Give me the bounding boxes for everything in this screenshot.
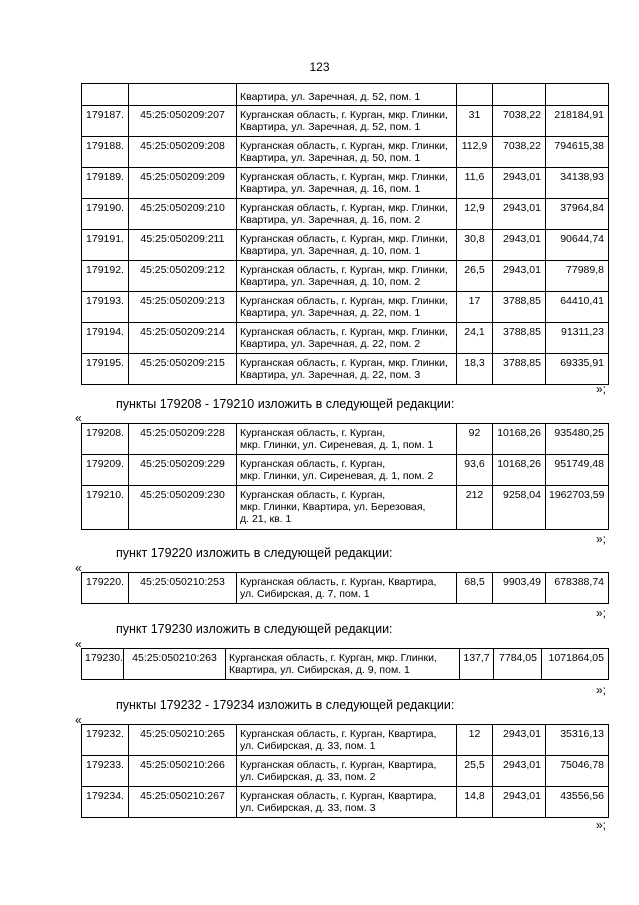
address-line: Курганская область, г. Курган, мкр. Глинки, [240, 109, 448, 121]
table-row [82, 168, 609, 199]
price-cell: 7038,22 [493, 137, 546, 168]
row-number-cell: 179233. [82, 756, 129, 787]
table-row [82, 725, 609, 756]
cadastral-number-cell: 45:25:050209:213 [129, 292, 237, 323]
address-line: Курганская область, г. Курган, мкр. Глинки, [240, 233, 448, 245]
price-cell: 2943,01 [493, 261, 546, 292]
address-cell [237, 756, 457, 787]
paragraph-text: пункт 179220 изложить в следующей редакции: [116, 546, 393, 560]
address-line: Курганская область, г. Курган, мкр. Глинки, [240, 140, 448, 152]
address-line: Квартира, ул. Заречная, д. 10, пом. 1 [240, 245, 421, 257]
row-number-cell: 179194. [82, 323, 129, 354]
address-line: д. 21, кв. 1 [240, 513, 292, 525]
area-cell: 68,5 [457, 573, 493, 604]
closing-quote: »; [596, 382, 607, 396]
property-table-4 [81, 648, 609, 680]
cadastral-number-cell: 45:25:050209:215 [129, 354, 237, 385]
address-cell [237, 137, 457, 168]
address-cell [237, 292, 457, 323]
table-row [82, 354, 609, 385]
price-cell: 10168,26 [493, 424, 546, 455]
address-line: Квартира, ул. Заречная, д. 16, пом. 1 [240, 183, 421, 195]
row-number-cell: 179193. [82, 292, 129, 323]
cadastral-number-cell: 45:25:050210:263 [124, 649, 226, 680]
address-line: Курганская область, г. Курган, Квартира, [240, 790, 437, 802]
total-cell: 1962703,59 [546, 486, 609, 530]
address-line: мкр. Глинки, ул. Сиреневая, д. 1, пом. 1 [240, 439, 434, 451]
address-cell [237, 323, 457, 354]
area-cell: 92 [457, 424, 493, 455]
table-row [82, 261, 609, 292]
address-line: Курганская область, г. Курган, [240, 489, 386, 501]
total-cell: 935480,25 [546, 424, 609, 455]
total-cell: 951749,48 [546, 455, 609, 486]
paragraph-text: пункт 179230 изложить в следующей редакции: [116, 622, 393, 636]
address-line: ул. Сибирская, д. 33, пом. 2 [240, 771, 376, 783]
address-cell [237, 199, 457, 230]
area-cell: 17 [457, 292, 493, 323]
table-row [82, 573, 609, 604]
table-row [82, 323, 609, 354]
price-cell: 7038,22 [493, 106, 546, 137]
address-line: Квартира, ул. Заречная, д. 52, пом. 1 [240, 121, 421, 133]
area-cell: 24,1 [457, 323, 493, 354]
address-line: Курганская область, г. Курган, мкр. Глинки, [240, 202, 448, 214]
area-cell: 26,5 [457, 261, 493, 292]
address-line: Курганская область, г. Курган, мкр. Глинки, [240, 326, 448, 338]
row-number-cell: 179210. [82, 486, 129, 530]
address-line: Курганская область, г. Курган, мкр. Глинки, [240, 357, 448, 369]
total-cell: 35316,13 [546, 725, 609, 756]
address-cell [237, 725, 457, 756]
price-cell: 9903,49 [493, 573, 546, 604]
total-cell: 34138,93 [546, 168, 609, 199]
row-number-cell: 179195. [82, 354, 129, 385]
closing-quote: »; [596, 606, 607, 620]
address-line: Курганская область, г. Курган, Квартира, [240, 576, 437, 588]
total-cell: 90644,74 [546, 230, 609, 261]
area-cell: 212 [457, 486, 493, 530]
property-table-5 [81, 724, 609, 818]
area-cell: 12 [457, 725, 493, 756]
address-cell [237, 230, 457, 261]
total-cell: 37964,84 [546, 199, 609, 230]
table-row [82, 199, 609, 230]
table-row [82, 292, 609, 323]
row-number-cell: 179190. [82, 199, 129, 230]
page-number: 123 [309, 60, 330, 74]
price-cell: 2943,01 [493, 230, 546, 261]
row-number-cell: 179208. [82, 424, 129, 455]
address-cell [237, 486, 457, 530]
table-row [82, 84, 609, 106]
address-line: Курганская область, г. Курган, мкр. Глинки, [229, 652, 437, 664]
total-cell: 1071864,05 [542, 649, 609, 680]
total-cell: 218184,91 [546, 106, 609, 137]
area-cell: 30,8 [457, 230, 493, 261]
table-row [82, 486, 609, 530]
total-cell: 77989,8 [546, 261, 609, 292]
area-cell: 25,5 [457, 756, 493, 787]
area-cell: 93,6 [457, 455, 493, 486]
row-number-cell: 179188. [82, 137, 129, 168]
address-cell: Квартира, ул. Заречная, д. 52, пом. 1 [237, 84, 457, 106]
address-line: Квартира, ул. Заречная, д. 10, пом. 2 [240, 276, 421, 288]
address-line: ул. Сибирская, д. 7, пом. 1 [240, 588, 370, 600]
address-cell [226, 649, 460, 680]
price-cell: 2943,01 [493, 756, 546, 787]
property-table-1 [81, 83, 609, 385]
property-table-2 [81, 423, 609, 530]
address-line: Курганская область, г. Курган, мкр. Глинки, [240, 295, 448, 307]
table-row [82, 230, 609, 261]
cadastral-number-cell: 45:25:050209:209 [129, 168, 237, 199]
total-cell: 43556,56 [546, 787, 609, 818]
price-cell: 2943,01 [493, 168, 546, 199]
address-line: Квартира, ул. Заречная, д. 16, пом. 2 [240, 214, 421, 226]
property-table-3 [81, 572, 609, 604]
address-line: Курганская область, г. Курган, мкр. Глинки, [240, 171, 448, 183]
table-row [82, 424, 609, 455]
address-cell [237, 354, 457, 385]
closing-quote: »; [596, 532, 607, 546]
row-number-cell: 179192. [82, 261, 129, 292]
area-cell: 137,7 [460, 649, 494, 680]
cadastral-number-cell: 45:25:050209:228 [129, 424, 237, 455]
table-row [82, 106, 609, 137]
total-cell: 91311,23 [546, 323, 609, 354]
price-cell: 2943,01 [493, 725, 546, 756]
paragraph-text: пункты 179208 - 179210 изложить в следующей редакции: [116, 397, 455, 411]
address-cell [237, 106, 457, 137]
area-cell: 14,8 [457, 787, 493, 818]
cadastral-number-cell: 45:25:050209:230 [129, 486, 237, 530]
cadastral-number-cell: 45:25:050210:266 [129, 756, 237, 787]
total-cell: 75046,78 [546, 756, 609, 787]
cadastral-number-cell: 45:25:050210:253 [129, 573, 237, 604]
address-line: Курганская область, г. Курган, Квартира, [240, 728, 437, 740]
price-cell: 9258,04 [493, 486, 546, 530]
row-number-cell: 179209. [82, 455, 129, 486]
address-cell [237, 573, 457, 604]
row-number-cell: 179232. [82, 725, 129, 756]
area-cell: 18,3 [457, 354, 493, 385]
opening-quote: « [75, 637, 82, 651]
address-line: Квартира, ул. Заречная, д. 22, пом. 3 [240, 369, 421, 381]
area-cell: 31 [457, 106, 493, 137]
closing-quote: »; [596, 683, 607, 697]
area-cell: 112,9 [457, 137, 493, 168]
cadastral-number-cell: 45:25:050209:207 [129, 106, 237, 137]
address-line: Курганская область, г. Курган, [240, 458, 386, 470]
paragraph-text: пункты 179232 - 179234 изложить в следующей редакции: [116, 698, 455, 712]
row-number-cell: 179191. [82, 230, 129, 261]
opening-quote: « [75, 411, 82, 425]
total-cell: 69335,91 [546, 354, 609, 385]
address-cell [237, 261, 457, 292]
address-line: Квартира, ул. Заречная, д. 22, пом. 1 [240, 307, 421, 319]
address-line: мкр. Глинки, ул. Сиреневая, д. 1, пом. 2 [240, 470, 434, 482]
price-cell: 3788,85 [493, 323, 546, 354]
area-cell: 11,6 [457, 168, 493, 199]
row-number-cell: 179187. [82, 106, 129, 137]
total-cell: 64410,41 [546, 292, 609, 323]
address-line: Курганская область, г. Курган, мкр. Глинки, [240, 264, 448, 276]
address-line: ул. Сибирская, д. 33, пом. 3 [240, 802, 376, 814]
table-row [82, 137, 609, 168]
total-cell: 678388,74 [546, 573, 609, 604]
cadastral-number-cell: 45:25:050209:212 [129, 261, 237, 292]
address-cell [237, 455, 457, 486]
area-cell: 12,9 [457, 199, 493, 230]
total-cell: 794615,38 [546, 137, 609, 168]
table-row [82, 756, 609, 787]
price-cell: 3788,85 [493, 292, 546, 323]
price-cell: 2943,01 [493, 199, 546, 230]
price-cell: 10168,26 [493, 455, 546, 486]
price-cell: 2943,01 [493, 787, 546, 818]
row-number-cell: 179220. [82, 573, 129, 604]
address-line: Курганская область, г. Курган, Квартира, [240, 759, 437, 771]
price-cell: 7784,05 [494, 649, 542, 680]
row-number-cell: 179189. [82, 168, 129, 199]
address-cell [237, 787, 457, 818]
table-row [82, 649, 609, 680]
row-number-cell: 179230. [82, 649, 124, 680]
table-row [82, 787, 609, 818]
opening-quote: « [75, 561, 82, 575]
closing-quote: »; [596, 818, 607, 832]
cadastral-number-cell: 45:25:050209:214 [129, 323, 237, 354]
price-cell: 3788,85 [493, 354, 546, 385]
address-line: Квартира, ул. Сибирская, д. 9, пом. 1 [229, 664, 410, 676]
cadastral-number-cell: 45:25:050209:211 [129, 230, 237, 261]
address-line: Квартира, ул. Заречная, д. 50, пом. 1 [240, 152, 421, 164]
cadastral-number-cell: 45:25:050209:229 [129, 455, 237, 486]
address-line: ул. Сибирская, д. 33, пом. 1 [240, 740, 376, 752]
address-cell [237, 168, 457, 199]
row-number-cell: 179234. [82, 787, 129, 818]
cadastral-number-cell: 45:25:050210:267 [129, 787, 237, 818]
address-line: мкр. Глинки, Квартира, ул. Березовая, [240, 501, 426, 513]
address-cell [237, 424, 457, 455]
cadastral-number-cell: 45:25:050209:208 [129, 137, 237, 168]
table-row [82, 455, 609, 486]
address-line: Курганская область, г. Курган, [240, 427, 386, 439]
cadastral-number-cell: 45:25:050210:265 [129, 725, 237, 756]
opening-quote: « [75, 713, 82, 727]
address-line: Квартира, ул. Заречная, д. 22, пом. 2 [240, 338, 421, 350]
cadastral-number-cell: 45:25:050209:210 [129, 199, 237, 230]
